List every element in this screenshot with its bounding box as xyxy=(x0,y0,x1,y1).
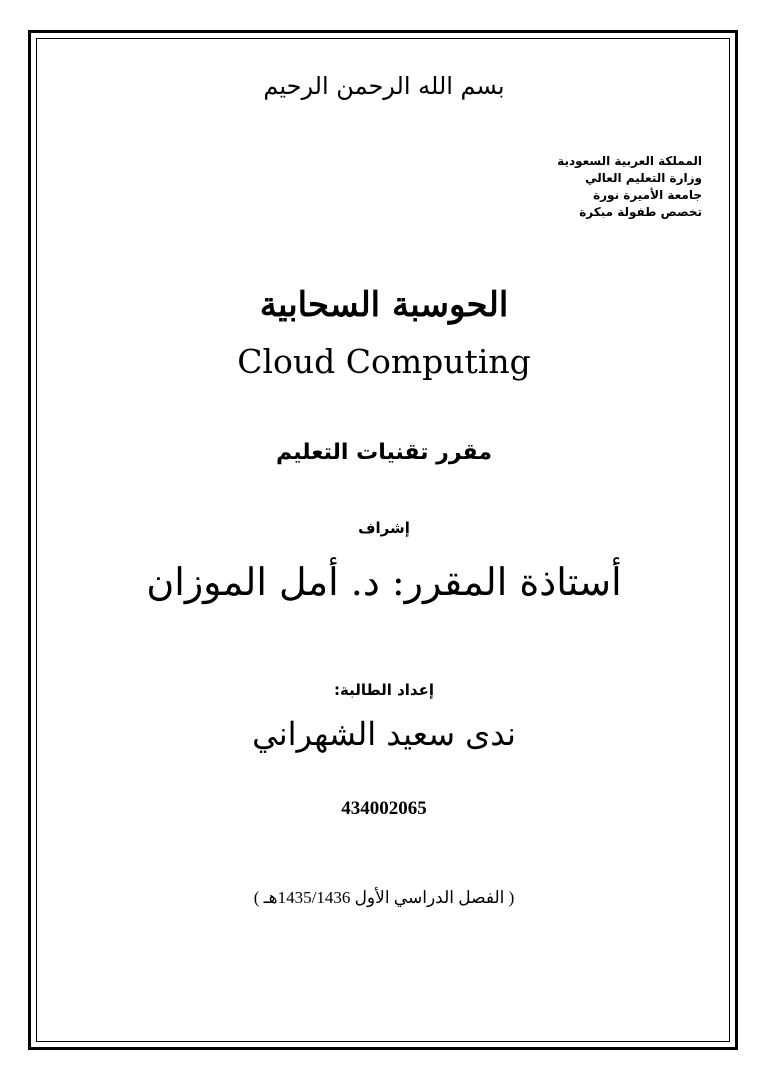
title-english: Cloud Computing xyxy=(237,342,531,381)
student-label: إعداد الطالبة: xyxy=(334,681,434,699)
basmala: بسم الله الرحمن الرحيم xyxy=(263,72,505,100)
supervision-label: إشراف xyxy=(358,519,410,537)
ministry-line: وزارة التعليم العالي xyxy=(585,171,702,185)
title-arabic: الحوسبة السحابية xyxy=(259,285,509,325)
institution-block xyxy=(557,153,702,221)
supervisor-name: أستاذة المقرر: د. أمل الموزان xyxy=(146,560,622,604)
course-name: مقرر تقنيات التعليم xyxy=(276,440,492,465)
semester-line: ( الفصل الدراسي الأول 1435/1436هـ ) xyxy=(253,888,515,907)
country-line: المملكة العربية السعودية xyxy=(557,154,702,168)
student-name: ندى سعيد الشهراني xyxy=(252,715,516,753)
student-id: 434002065 xyxy=(341,798,427,819)
university-line: جامعة الأميرة نورة xyxy=(593,188,702,202)
specialization-line: تخصص طفولة مبكرة xyxy=(579,205,702,219)
